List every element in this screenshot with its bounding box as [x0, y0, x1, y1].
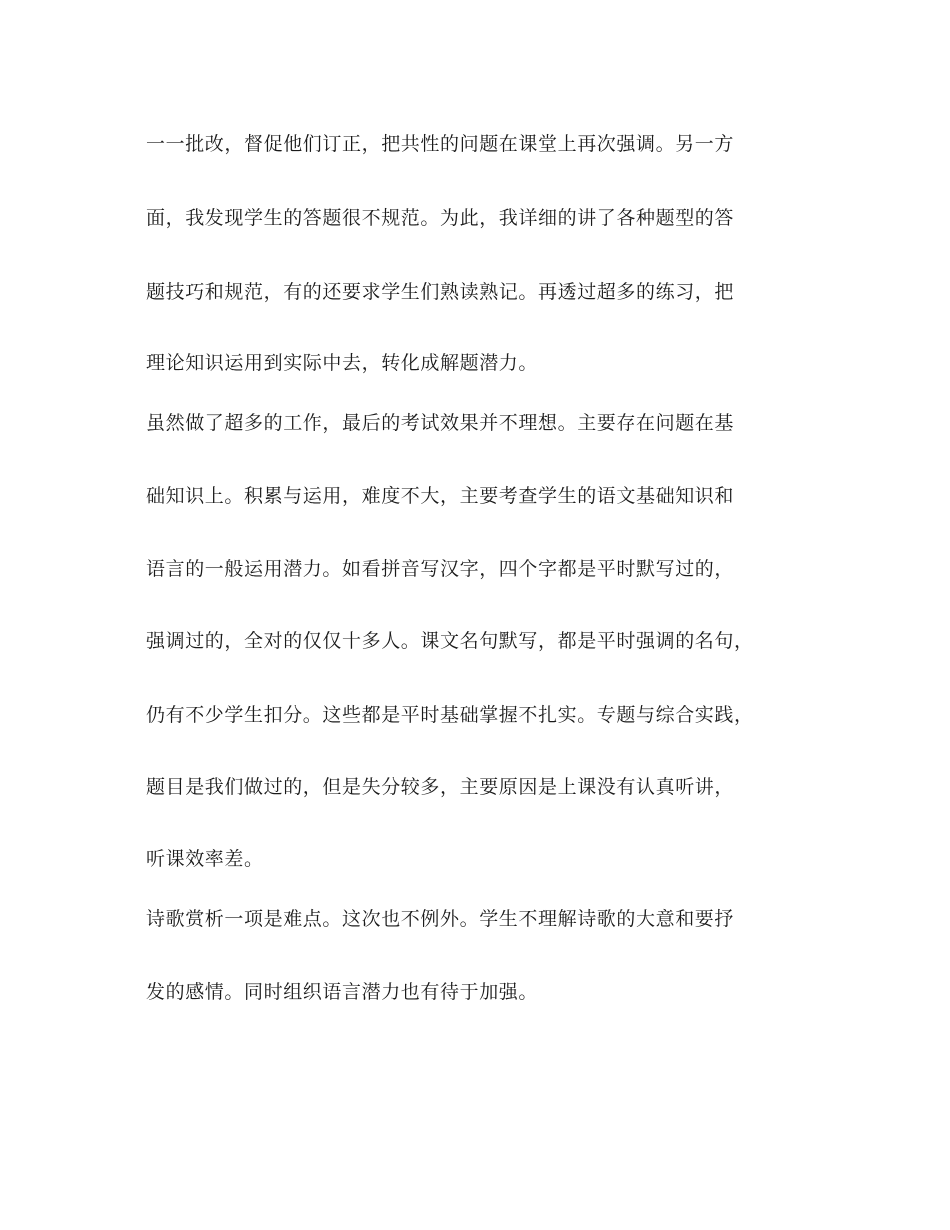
- text-line: 一一批改，督促他们订正，把共性的问题在课堂上再次强调。另一方: [146, 133, 735, 155]
- text-line: 题技巧和规范，有的还要求学生们熟读熟记。再透过超多的练习，把: [146, 281, 735, 303]
- text-line: 理论知识运用到实际中去，转化成解题潜力。: [146, 352, 539, 374]
- text-line: 诗歌赏析一项是难点。这次也不例外。学生不理解诗歌的大意和要抒: [146, 908, 735, 930]
- text-line: 强调过的，全对的仅仅十多人。课文名句默写，都是平时强调的名句，: [146, 630, 754, 652]
- text-line: 语言的一般运用潜力。如看拼音写汉字，四个字都是平时默写过的，: [146, 558, 735, 580]
- text-line: 面，我发现学生的答题很不规范。为此，我详细的讲了各种题型的答: [146, 207, 735, 229]
- text-line: 仍有不少学生扣分。这些都是平时基础掌握不扎实。专题与综合实践，: [146, 704, 754, 726]
- text-line: 础知识上。积累与运用，难度不大，主要考查学生的语文基础知识和: [146, 485, 735, 507]
- text-line: 听课效率差。: [146, 848, 264, 870]
- text-line: 发的感情。同时组织语言潜力也有待于加强。: [146, 981, 539, 1003]
- text-line: 虽然做了超多的工作，最后的考试效果并不理想。主要存在问题在基: [146, 412, 735, 434]
- text-line: 题目是我们做过的，但是失分较多，主要原因是上课没有认真听讲，: [146, 776, 735, 798]
